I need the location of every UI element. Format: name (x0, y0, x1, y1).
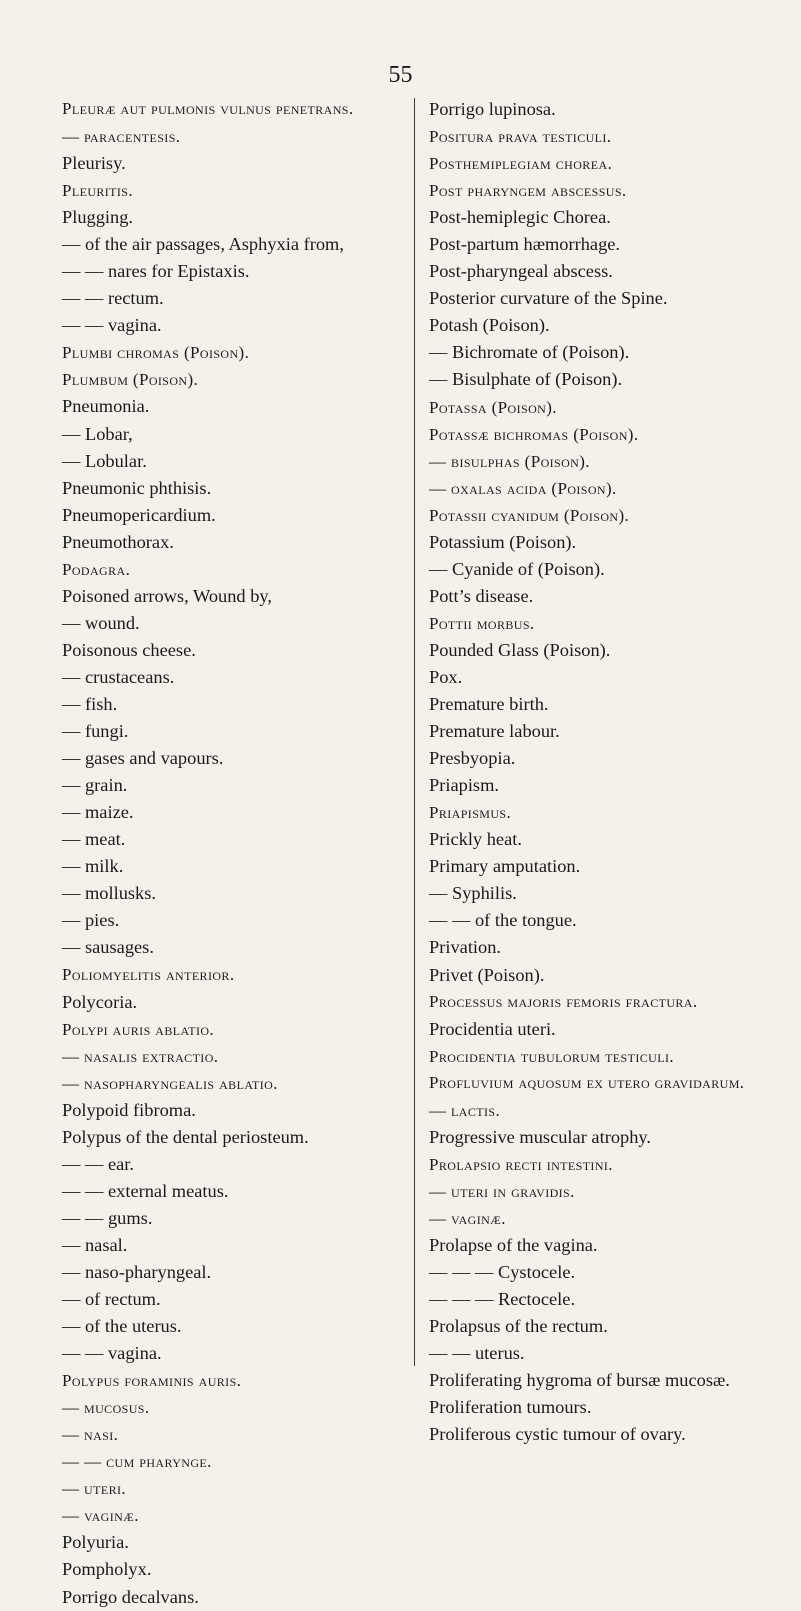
index-entry: — nasopharyngealis ablatio. (62, 1073, 278, 1093)
index-entry: — gases and vapours. (62, 748, 224, 769)
index-entry: Priapismus. (429, 803, 512, 823)
index-entry: Polyuria. (62, 1532, 129, 1553)
index-entry: — mucosus. (62, 1398, 150, 1418)
index-entry: Potassii cyanidum (Poison). (429, 505, 630, 525)
index-entry: — mollusks. (62, 883, 157, 904)
index-entry: Plumbum (Poison). (62, 370, 199, 390)
right-column (429, 96, 774, 1448)
index-entry: Proliferous cystic tumour of ovary. (429, 1424, 686, 1445)
index-entry: Pott’s disease. (429, 585, 534, 606)
index-entry: — Lobar, (62, 423, 133, 444)
index-entry: — — of the tongue. (429, 910, 577, 931)
index-entry: Polypi auris ablatio. (62, 1019, 215, 1039)
index-entry: — Syphilis. (429, 883, 517, 904)
index-entry: — — uterus. (429, 1343, 525, 1364)
index-entry: — — nares for Epistaxis. (62, 261, 250, 282)
index-entry: — — external meatus. (62, 1180, 229, 1201)
index-entry: Pneumonic phthisis. (62, 477, 212, 498)
index-entry: Privation. (429, 937, 502, 958)
index-entry: — Bisulphate of (Poison). (429, 369, 623, 390)
index-entry: Porrigo decalvans. (62, 1586, 199, 1607)
index-entry: Profluvium aquosum ex utero gravidarum. (429, 1072, 745, 1092)
index-entry: — maize. (62, 802, 134, 823)
index-entry: Polypoid fibroma. (62, 1099, 196, 1120)
index-entry: Podagra. (62, 559, 131, 579)
index-entry: — fish. (62, 693, 118, 714)
index-entry: Post-partum hæmorrhage. (429, 234, 621, 255)
index-entry: Procidentia uteri. (429, 1018, 556, 1039)
index-entry: — — — Cystocele. (429, 1261, 576, 1282)
index-entry: — fungi. (62, 721, 129, 742)
index-entry: — — ear. (62, 1153, 135, 1174)
index-entry: Procidentia tubulorum testiculi. (429, 1046, 674, 1066)
index-entry: Prolapsus of the rectum. (429, 1316, 608, 1337)
index-entry: — naso-pharyngeal. (62, 1261, 212, 1282)
index-entry: — pies. (62, 910, 120, 931)
index-entry: Prolapsio recti intestini. (429, 1154, 613, 1174)
index-entry: — — — Rectocele. (429, 1288, 576, 1309)
index-entry: — vaginæ. (429, 1208, 506, 1228)
index-entry: — — gums. (62, 1207, 153, 1228)
index-entry: — grain. (62, 775, 128, 796)
index-entry: Poisoned arrows, Wound by, (62, 585, 273, 606)
index-entry: Porrigo lupinosa. (429, 99, 556, 119)
index-entry: Premature birth. (429, 694, 549, 715)
index-entry: Prolapse of the vagina. (429, 1234, 598, 1255)
index-entry: Pox. (429, 666, 463, 687)
index-entry: Pleuritis. (62, 181, 134, 201)
index-entry: — Bichromate of (Poison). (429, 342, 630, 363)
index-entry: Post-pharyngeal abscess. (429, 261, 613, 282)
index-entry: Presbyopia. (429, 748, 516, 769)
index-entry: Plumbi chromas (Poison). (62, 343, 250, 363)
index-entry: — nasi. (62, 1425, 119, 1445)
index-entry: — oxalas acida (Poison). (429, 478, 617, 498)
index-entry: Pneumopericardium. (62, 504, 216, 525)
index-entry: — milk. (62, 856, 124, 877)
index-entry: Privet (Poison). (429, 964, 545, 985)
index-entry: Post pharyngem abscessus. (429, 181, 627, 201)
index-entry: Proliferating hygroma of bursæ mucosæ. (429, 1370, 730, 1391)
index-entry: — nasal. (62, 1234, 128, 1255)
index-entry: Potassium (Poison). (429, 531, 577, 552)
index-entry: Plugging. (62, 207, 134, 228)
index-entry: — uteri. (62, 1479, 127, 1499)
index-entry: Progressive muscular atrophy. (429, 1126, 651, 1147)
index-entry: Polycoria. (62, 991, 138, 1012)
index-entry: Pounded Glass (Poison). (429, 639, 611, 660)
left-column (62, 96, 407, 1611)
index-entry: — bisulphas (Poison). (429, 451, 590, 471)
index-entry: — meat. (62, 829, 126, 850)
index-entry: Priapism. (429, 775, 499, 796)
index-entry: Processus majoris femoris fractura. (429, 991, 698, 1011)
index-entry: Pleurisy. (62, 153, 126, 174)
index-entry: — lactis. (429, 1100, 501, 1120)
page-number: 55 (388, 62, 413, 88)
index-entry: Premature labour. (429, 721, 560, 742)
index-entry: — — rectum. (62, 288, 164, 309)
index-entry: Pneumothorax. (62, 531, 174, 552)
index-entry: Poliomyelitis anterior. (62, 965, 235, 985)
index-entry: — vaginæ. (62, 1506, 139, 1526)
index-entry: — of the air passages, Asphyxia from, (62, 234, 344, 255)
index-entry: — of rectum. (62, 1289, 161, 1310)
index-entry: Posthemiplegiam chorea. (429, 154, 613, 174)
index-entry: — crustaceans. (62, 666, 175, 687)
column-divider (414, 98, 415, 1366)
index-entry: — uteri in gravidis. (429, 1181, 575, 1201)
index-entry: Potassa (Poison). (429, 397, 557, 417)
index-entry: Polypus foraminis auris. (62, 1371, 242, 1391)
index-entry: — — vagina. (62, 1343, 162, 1364)
index-entry: — of the uterus. (62, 1316, 182, 1337)
index-entry: Proliferation tumours. (429, 1397, 592, 1418)
index-entry: Potassæ bichromas (Poison). (429, 424, 639, 444)
index-entry: — paracentesis. (62, 127, 181, 146)
index-entry: Post-hemiplegic Chorea. (429, 207, 611, 228)
index-entry: Primary amputation. (429, 856, 581, 877)
index-entry: — Lobular. (62, 450, 147, 471)
index-entry: Pneumonia. (62, 396, 150, 417)
index-entry: Polypus of the dental periosteum. (62, 1126, 309, 1147)
index-entry: — Cyanide of (Poison). (429, 558, 605, 579)
index-entry: Prickly heat. (429, 829, 522, 850)
index-entry: — — cum pharynge. (62, 1452, 212, 1472)
index-entry: Pottii morbus. (429, 613, 535, 633)
index-entry: Poisonous cheese. (62, 639, 196, 660)
index-entry: Posterior curvature of the Spine. (429, 288, 668, 309)
index-entry: — — vagina. (62, 315, 162, 336)
index-entry: — nasalis extractio. (62, 1046, 219, 1066)
index-entry: — wound. (62, 612, 140, 633)
index-entry: Pleuræ aut pulmonis vulnus penetrans. (62, 99, 354, 118)
index-entry: Potash (Poison). (429, 315, 550, 336)
index-entry: Pompholyx. (62, 1559, 152, 1580)
index-entry: — sausages. (62, 937, 154, 958)
index-entry: Positura prava testiculi. (429, 127, 612, 147)
